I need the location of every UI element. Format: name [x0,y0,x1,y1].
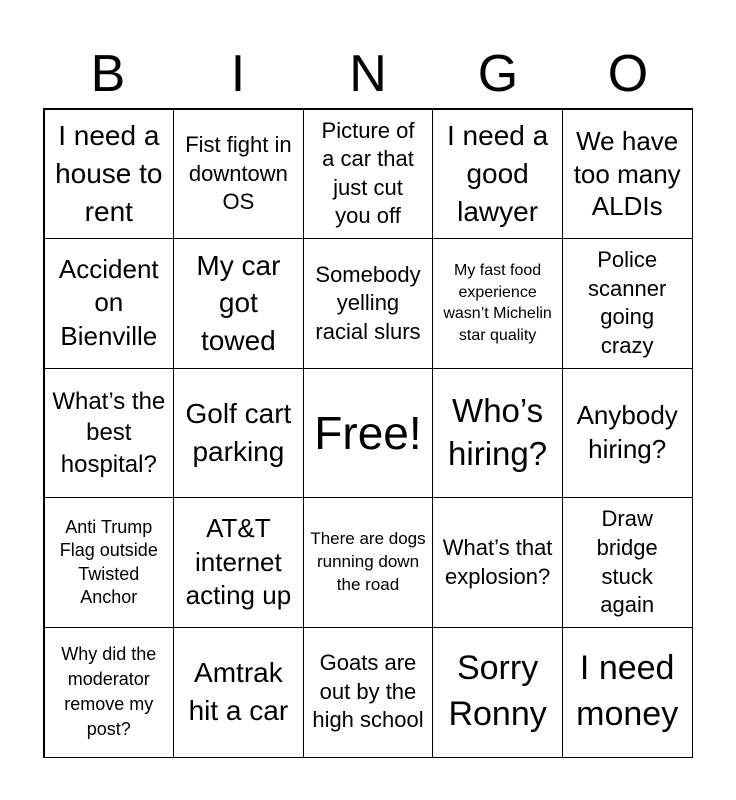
bingo-cell[interactable] [44,238,175,369]
bingo-cell[interactable] [432,109,563,240]
cell-text: I need money [576,649,679,734]
cell-text: Picture of a car that just cut you off [321,117,415,229]
cell-text: Sorry Ronny [448,649,547,734]
bingo-cell[interactable] [173,497,304,628]
cell-text: Golf cart parking [185,398,292,467]
cell-text: What’s that explosion? [442,535,553,589]
header-letter-n: N [349,45,387,103]
bingo-cell[interactable] [432,497,563,628]
bingo-cell[interactable] [173,368,304,499]
bingo-cell[interactable] [173,627,304,758]
free-space-label: Free! [314,406,422,459]
cell-text: What’s the best hospital? [52,388,166,478]
cell-text: Accident on Bienville [58,253,159,352]
cell-text: Police scanner going crazy [588,247,667,358]
bingo-cell[interactable] [44,109,175,240]
bingo-cell[interactable] [303,109,434,240]
bingo-cell[interactable] [562,368,693,499]
bingo-header [43,40,693,108]
header-letter-o: O [607,45,649,103]
cell-text: Who’s hiring? [448,392,548,472]
bingo-cell[interactable] [562,627,693,758]
cell-text: Draw bridge stuck again [596,506,658,618]
header-letter-i: I [230,45,246,103]
cell-text: Goats are out by the high school [312,650,424,733]
cell-text: Anti Trump Flag outside Twisted Anchor [59,516,158,607]
bingo-cell[interactable] [173,238,304,369]
cell-text: Why did the moderator remove my post? [61,643,157,740]
bingo-cell[interactable] [303,497,434,628]
bingo-cell[interactable] [432,627,563,758]
bingo-cell[interactable] [562,109,693,240]
bingo-cell[interactable] [303,238,434,369]
cell-text: There are dogs running down the road [310,529,426,595]
cell-text: Amtrak hit a car [188,657,289,727]
bingo-cell[interactable] [44,627,175,758]
cell-text: Fist fight in downtown OS [185,131,292,215]
bingo-cell[interactable] [173,109,304,240]
bingo-cell[interactable] [432,238,563,369]
cell-text: My car got towed [196,249,281,357]
bingo-cell[interactable] [562,238,693,369]
bingo-cell[interactable] [303,627,434,758]
cell-text: We have too many ALDIs [573,126,681,222]
cell-text: I need a house to rent [55,120,163,227]
cell-text: Somebody yelling racial slurs [315,261,421,344]
header-letter-b: B [90,45,126,103]
bingo-cell free-space[interactable] [303,368,434,499]
bingo-cell[interactable] [44,368,175,499]
bingo-grid [43,108,693,758]
bingo-cell[interactable] [432,368,563,499]
cell-text: Anybody hiring? [576,400,678,464]
bingo-cell[interactable] [44,497,175,628]
cell-text: I need a good lawyer [446,120,549,227]
cell-text: AT&T internet acting up [185,512,292,611]
bingo-cell[interactable] [562,497,693,628]
header-letter-g: G [477,45,519,103]
cell-text: My fast food experience wasn’t Michelin star quality [443,262,552,344]
